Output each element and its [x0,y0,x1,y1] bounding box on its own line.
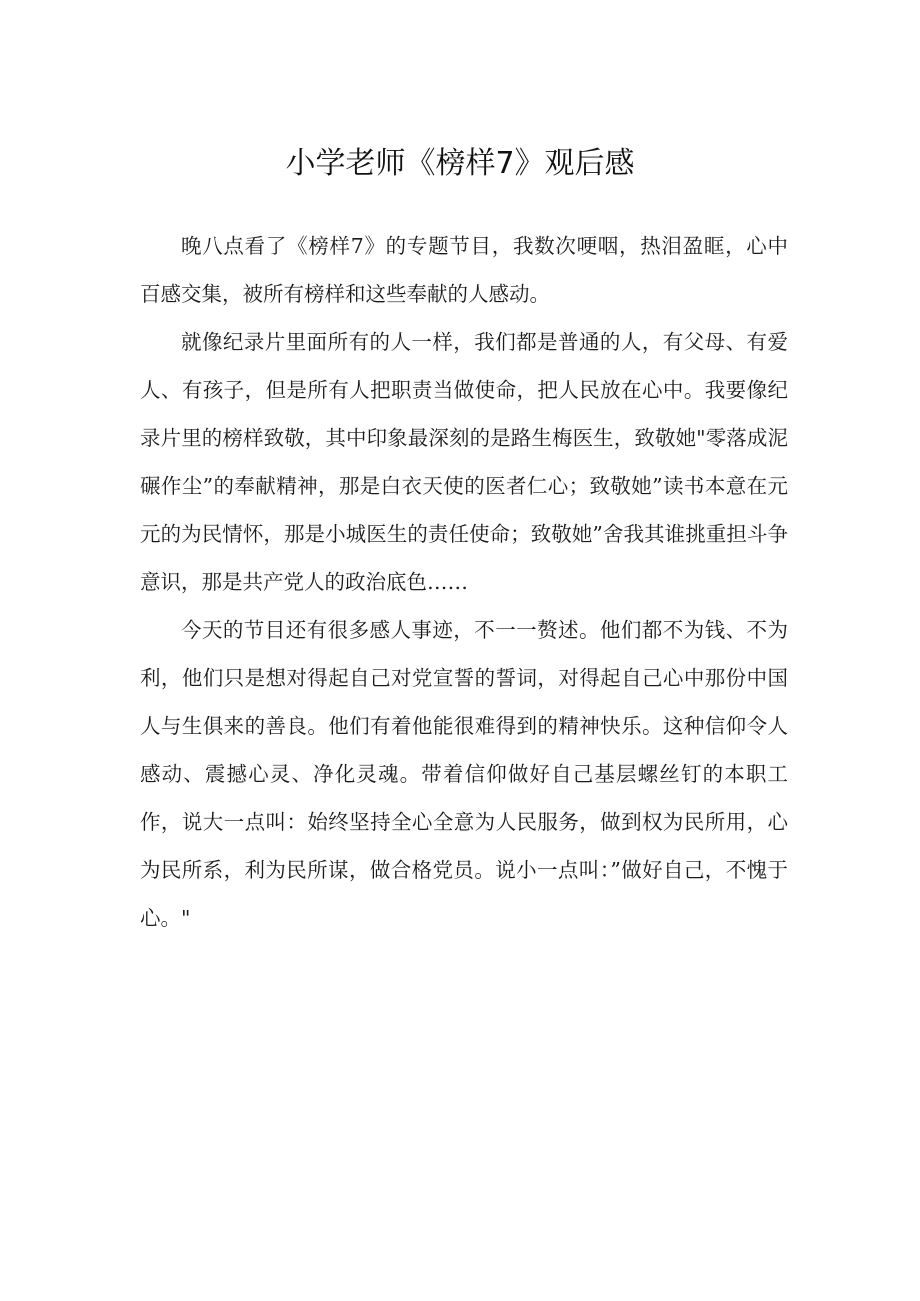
document-title: 小学老师《榜样7》观后感 [285,146,635,181]
paragraph-1: 晚八点看了《榜样7》的专题节目，我数次哽咽，热泪盈眶，心中百感交集，被所有榜样和这些奉献的人感动。 [140,234,788,306]
paragraph-2: 就像纪录片里面所有的人一样，我们都是普通的人，有父母、有爱人、有孩子，但是所有人把职责当做使命，把人民放在心中。我要像纪录片里的榜样致敬，其中印象最深刻的是路生梅医生，致敬她"零落成泥碾作尘”的奉献精神，那是白衣天使的医者仁心；致敬她”读书本意在元元的为民情怀，那是小城医生的责任使命；致敬她”舍我其谁挑重担斗争意识，那是共产党人的政治底色…… [140,330,788,594]
document-body [140,222,788,942]
paragraph-3: 今天的节目还有很多感人事迹，不一一赘述。他们都不为钱、不为利，他们只是想对得起自己对党宣誓的誓词，对得起自己心中那份中国人与生俱来的善良。他们有着他能很难得到的精神快乐。这种信仰令人感动、震撼心灵、净化灵魂。带着信仰做好自己基层螺丝钉的本职工作，说大一点叫：始终坚持全心全意为人民服务，做到权为民所用，心为民所系，利为民所谋，做合格党员。说小一点叫：”做好自己，不愧于心。" [140,618,788,930]
